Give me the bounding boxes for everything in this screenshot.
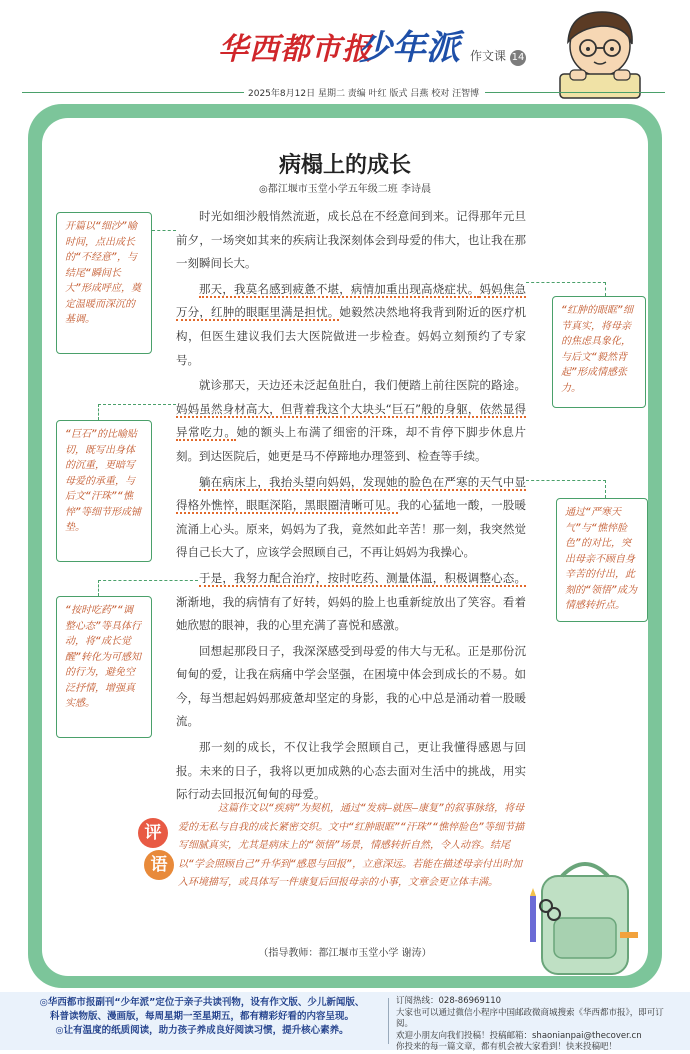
- paragraph-text: 渐渐地，我的病情有了好转，妈妈的脸上也重新绽放出了笑容。看着她欣慰的眼神，我的心里充满了喜悦和感激。: [176, 594, 526, 633]
- annotation-connector-2b: [605, 282, 606, 296]
- newspaper-logo: 华西都市报: [218, 32, 373, 67]
- paragraph-text: 那一刻的成长，不仅让我学会照顾自己，更让我懂得感恩与回报。未来的日子，我将以更加成熟的心态去面对生活中的挑战，用实际行动去回报沉甸甸的母爱。: [176, 740, 526, 802]
- article-byline: ◎都江堰市玉堂小学五年级二班 李诗晨: [259, 184, 431, 195]
- dateline: [0, 84, 690, 100]
- paragraph-text: 回想起那段日子，我深深感受到母爱的伟大与无私。正是那份沉甸甸的爱，让我在病痛中学会坚强，在困境中体会到成长的不易。如今，每当想起妈妈那疲惫却坚定的身影，我的心中总是涌动着一股暖流。: [176, 643, 526, 729]
- annotation-connector-3: [98, 404, 176, 405]
- paragraph: [176, 471, 526, 565]
- highlighted-text: 于是，我努力配合治疗，按时吃药、测量体温，积极调整心态。: [199, 570, 526, 585]
- annotation-note-4: 通过“严寒天气”与“憔悴脸色”的对比，突出母亲不顾自身辛苦的付出，此刻的“领悟”成为情感转折点。: [556, 498, 648, 622]
- annotation-note-1: 开篇以“细沙”喻时间，点出成长的“不经意”，与结尾“瞬间长大”形成呼应，奠定温暖而深沉的基调。: [56, 212, 152, 354]
- annotation-connector-3b: [98, 404, 99, 420]
- issue-number: 14: [510, 50, 526, 66]
- annotation-connector-4b: [605, 480, 606, 498]
- comment-badge-char-2: 语: [144, 850, 174, 880]
- footer-intro-line: ◎华西都市报副刊“少年派”定位于亲子共读刊物，设有作文版、少儿新闻版、: [39, 997, 365, 1008]
- footer-subscribe: [396, 996, 676, 1054]
- subscribe-info: 大家也可以通过微信小程序中国邮政微商城搜索《华西都市报》，即可订阅。: [396, 1007, 664, 1029]
- footer-intro: [22, 996, 382, 1038]
- footer-intro-line: ◎让有温度的纸质阅读，助力孩子养成良好阅读习惯，提升核心素养。: [55, 1025, 349, 1036]
- article-title: 病榻上的成长: [278, 152, 411, 178]
- teacher-comment: 这篇作文以“疾病”为契机，通过“发病—就医—康复”的叙事脉络，将母爱的无私与自我的成长紧密交织。文中“红肿眼眶”“汗珠”“憔悴脸色”等细节描写细腻真实，尤其是病床上的“领悟”场景，情感转折自然，令人动容。结尾以“学会照顾自己”升华到“感恩与回报”，立意深远。若能在描述母亲付出时加入环境描写，或具体写一件康复后回报母亲的小事，文章会更立体丰满。: [178, 803, 525, 888]
- annotation-note-5: “按时吃药”“调整心态”等具体行动，将“成长觉醒”转化为可感知的行为，避免空泛抒情，增强真实感。: [56, 596, 152, 738]
- annotation-note-2: “红肿的眼眶”细节真实，将母亲的焦虑具象化，与后文“毅然背起”形成情感张力。: [552, 296, 646, 408]
- paragraph-text: 记得那年元旦前夕，一场突如其来的疾病让我深刻体会到母爱的伟大，也让我在那一刻瞬间长大。: [176, 209, 527, 271]
- submission-email: 欢迎小朋友向我们投稿！投稿邮箱：shaonianpai@thecover.cn: [396, 1030, 642, 1041]
- footer: [0, 992, 690, 1050]
- paragraph: [176, 205, 526, 276]
- section-tag-label: 作文课: [470, 49, 507, 63]
- paragraph-text: 我的心猛地一酸，一股暖流涌上心头。原来，妈妈为了我，竟然如此辛苦！那一刻，我突然觉得自己长大了，应该学会照顾自己，不再让妈妈为我操心。: [176, 498, 527, 560]
- dateline-text: 2025年8月12日 星期二 责编 叶红 版式 吕燕 校对 汪智博: [248, 89, 480, 99]
- article-body: [176, 205, 526, 809]
- highlighted-text: 那天，我莫名感到疲惫不堪，病情加重出现高烧症状。: [199, 281, 480, 296]
- comment-badge-char-1: 评: [138, 818, 168, 848]
- annotation-connector-1: [152, 230, 176, 231]
- section-tag: [470, 47, 526, 66]
- paragraph: [176, 640, 526, 734]
- dateline-rule-left: [22, 92, 244, 93]
- dateline-rule-right: [485, 92, 665, 93]
- annotation-note-3: “巨石”的比喻贴切，既写出身体的沉重，更暗写母爱的承重，与后文“汗珠”“憔悴”等细节形成铺垫。: [56, 420, 152, 562]
- paragraph-text: 她毅然决然地将我背到附近的医疗机构，但医生建议我们去大医院做进一步检查。妈妈立刻预约了专家号。: [176, 305, 527, 367]
- paragraph: [176, 374, 526, 468]
- submission-invite: 你投来的每一篇文章，都有机会被大家看到！快来投稿吧！: [396, 1042, 618, 1052]
- footer-divider: [388, 998, 389, 1044]
- teacher-credit: （指导教师：都江堰市玉堂小学 谢涛）: [258, 948, 432, 959]
- paragraph: [176, 567, 526, 638]
- subscribe-hotline: 订阅热线：028-86969110: [396, 996, 502, 1006]
- paragraph: [176, 736, 526, 807]
- highlighted-text: 躺在病床上，我抬头望向妈妈，发现她的脸色在严寒的天气中显得格外憔悴，眼眶深陷，黑眼圈清晰可见。: [176, 474, 526, 513]
- masthead: [0, 0, 690, 80]
- paragraph-text: 时光如细沙般悄然流逝，成长总在不经意间到来。: [199, 209, 457, 223]
- footer-intro-line: 科普读物版、漫画版，每周星期一至星期五，都有精彩好看的内容呈现。: [49, 1011, 354, 1022]
- annotation-connector-2: [526, 282, 606, 283]
- highlighted-text: 妈妈虽然身材高大，但背着我这个大块头“巨石”般的身躯，依然显得异常吃力。: [176, 401, 526, 440]
- highlighted-text: 妈妈焦急万分，红肿的眼眶里满是担忧。: [176, 281, 527, 320]
- annotation-connector-5: [98, 580, 198, 581]
- section-logo: 少年派: [358, 28, 460, 68]
- paragraph: [176, 278, 526, 372]
- paragraph-text: 就诊那天，天边还未泛起鱼肚白，我们便踏上前往医院的路途。: [199, 378, 526, 393]
- annotation-connector-4: [526, 480, 606, 481]
- annotation-connector-5b: [98, 580, 99, 596]
- paragraph-text: 她的额头上布满了细密的汗珠，却不肯停下脚步休息片刻。到达医院后，她更是马不停蹄地办理签到、检查等手续。: [176, 425, 527, 463]
